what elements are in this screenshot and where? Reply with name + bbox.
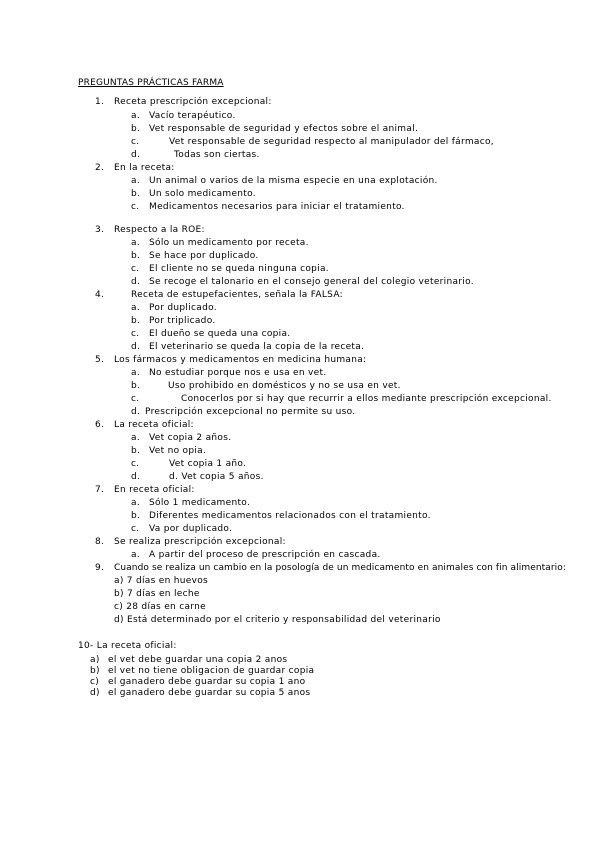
option-letter: b.: [131, 381, 141, 391]
option-text: Un solo medicamento.: [149, 189, 256, 199]
option-letter: c.: [131, 264, 140, 274]
question-number: 4.: [95, 290, 105, 300]
option-letter: c.: [131, 202, 140, 212]
option-letter: c): [90, 677, 100, 687]
option-text: El veterinario se queda la copia de la receta.: [149, 342, 365, 352]
option-letter: a.: [131, 368, 140, 378]
option-text: el ganadero debe guardar su copia 1 ano: [108, 677, 306, 687]
option-text: Un animal o varios de la misma especie en una explotación.: [149, 176, 438, 186]
option-letter: b.: [131, 189, 141, 199]
option-letter: d.: [131, 407, 141, 417]
option-letter: b.: [131, 446, 141, 456]
option-letter: b.: [131, 511, 141, 521]
option-text: Prescripción excepcional no permite su uso.: [145, 407, 356, 417]
option-letter: a.: [131, 111, 140, 121]
option-text: El cliente no se queda ninguna copia.: [149, 264, 329, 274]
option-letter: a.: [131, 550, 140, 560]
option-text: Vacío terapéutico.: [149, 111, 236, 121]
option-text: c) 28 días en carne: [114, 602, 206, 612]
option-letter: c.: [131, 524, 140, 534]
option-letter: a.: [131, 303, 140, 313]
option-text: d) Está determinado por el criterio y responsabilidad del veterinario: [114, 615, 441, 625]
option-text: A partir del proceso de prescripción en cascada.: [149, 550, 381, 560]
question-number: 8.: [95, 537, 105, 547]
question-text: Receta prescripción excepcional:: [114, 97, 272, 107]
option-text: Todas son ciertas.: [174, 150, 260, 160]
question-text: La receta oficial:: [114, 420, 194, 430]
option-text: No estudiar porque nos e usa en vet.: [149, 368, 327, 378]
question-text: Los fármacos y medicamentos en medicina humana:: [114, 355, 367, 365]
question-text: Receta de estupefacientes, señala la FALSA:: [131, 290, 343, 300]
option-text: Se hace por duplicado.: [149, 251, 259, 261]
option-letter: b.: [131, 251, 141, 261]
option-letter: a.: [131, 176, 140, 186]
page-title: PREGUNTAS PRÁCTICAS FARMA: [78, 78, 224, 88]
option-text: Se recoge el talonario en el consejo general del colegio veterinario.: [149, 277, 474, 287]
question-text: 10- La receta oficial:: [78, 641, 177, 651]
option-text: Vet no opia.: [149, 446, 207, 456]
question-text: En receta oficial:: [114, 485, 195, 495]
question-number: 1.: [95, 97, 105, 107]
question-number: 2.: [95, 163, 105, 173]
question-number: 5.: [95, 355, 105, 365]
question-number: 9.: [95, 563, 105, 573]
option-letter: d): [90, 688, 100, 698]
option-letter: d.: [131, 150, 141, 160]
option-text: el vet no tiene obligacion de guardar copia: [108, 666, 315, 676]
option-letter: d.: [131, 472, 141, 482]
question-number: 6.: [95, 420, 105, 430]
option-text: Diferentes medicamentos relacionados con el tratamiento.: [149, 511, 431, 521]
option-letter: d.: [131, 277, 141, 287]
option-letter: a): [90, 655, 100, 665]
option-text: Vet copia 2 años.: [149, 433, 232, 443]
option-letter: d.: [131, 342, 141, 352]
question-text: Cuando se realiza un cambio en la posología de un medicamento en animales con fin alimentario:: [114, 563, 567, 573]
option-text: el vet debe guardar una copia 2 anos: [108, 655, 288, 665]
option-text: b) 7 días en leche: [114, 589, 200, 599]
option-text: Vet copia 1 año.: [169, 459, 247, 469]
option-text: Sólo 1 medicamento.: [149, 498, 251, 508]
question-number: 3.: [95, 225, 105, 235]
option-text: Vet responsable de seguridad respecto al manipulador del fármaco,: [169, 137, 494, 147]
option-text: Sólo un medicamento por receta.: [149, 238, 309, 248]
option-text: Medicamentos necesarios para iniciar el tratamiento.: [149, 202, 405, 212]
option-letter: a.: [131, 433, 140, 443]
option-letter: c.: [131, 329, 140, 339]
question-number: 7.: [95, 485, 105, 495]
option-text: Uso prohibido en domésticos y no se usa en vet.: [168, 381, 401, 391]
option-letter: a.: [131, 498, 140, 508]
option-text: Va por duplicado.: [149, 524, 233, 534]
option-text: d. Vet copia 5 años.: [169, 472, 264, 482]
option-letter: b): [90, 666, 100, 676]
option-letter: c.: [131, 394, 140, 404]
option-letter: a.: [131, 238, 140, 248]
option-text: Vet responsable de seguridad y efectos sobre el animal.: [149, 124, 419, 134]
option-text: Conocerlos por si hay que recurrir a ellos mediante prescripción excepcional.: [181, 394, 552, 404]
option-letter: c.: [131, 137, 140, 147]
question-text: Respecto a la ROE:: [114, 225, 205, 235]
option-letter: c.: [131, 459, 140, 469]
option-letter: b.: [131, 124, 141, 134]
option-text: a) 7 días en huevos: [114, 576, 209, 586]
option-text: el ganadero debe guardar su copia 5 anos: [108, 688, 311, 698]
option-text: El dueño se queda una copia.: [149, 329, 291, 339]
option-letter: b.: [131, 316, 141, 326]
option-text: Por duplicado.: [149, 303, 217, 313]
question-text: Se realiza prescripción excepcional:: [114, 537, 286, 547]
question-text: En la receta:: [114, 163, 175, 173]
option-text: Por triplicado.: [149, 316, 216, 326]
